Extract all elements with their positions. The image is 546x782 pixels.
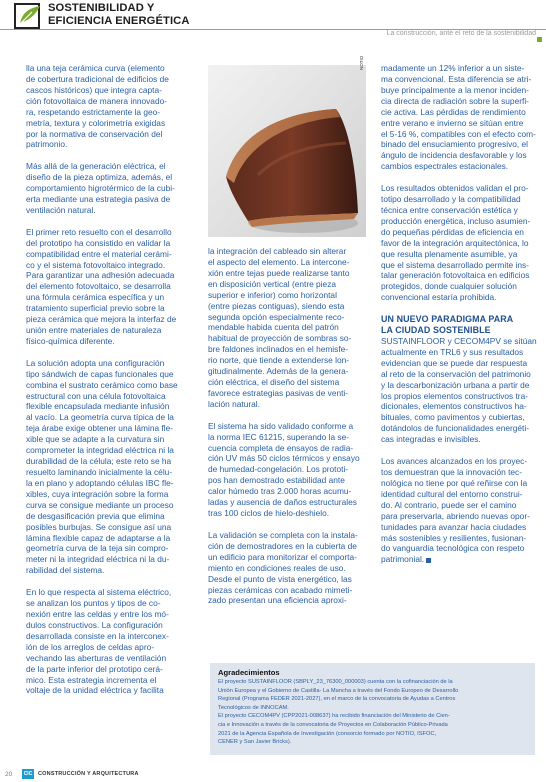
paragraph-line: durabilidad de la célula; este reto se ha [26, 456, 172, 467]
acknowledgement-line: CENER y San Javier Bricks). [218, 739, 292, 746]
paragraph-line: En lo que respecta al sistema eléctrico, [26, 587, 172, 598]
paragraph-line: la en plano y adoptando células IBC fle- [26, 477, 174, 488]
paragraph-line: cuencia completa de ensayos de radia- [208, 442, 354, 453]
paragraph-line: ción UV más 50 ciclos térmicos y ensayo [208, 453, 360, 464]
paragraph-line: dotándolos de funcionalidades energéti- [381, 423, 529, 434]
paragraph-line: pos han demostrado estabilidad ante [208, 475, 345, 486]
paragraph-line: buye principalmente a la menor inciden- [381, 84, 529, 95]
subheading [381, 314, 543, 336]
paragraph-line: posibles burbujas. Se consigue así una [26, 521, 172, 532]
paragraph-line: Más allá de la generación eléctrica, el [26, 161, 166, 172]
acknowledgement-line: Unión Europea y el Gobierno de Castilla- La Mancha a través del Fondo Europeo de Desarrollo [218, 687, 459, 694]
paragraph-line: lación natural. [208, 398, 260, 409]
paragraph-line: cie activa. Las pérdidas de rendimiento [381, 106, 526, 117]
paragraph-line: xibles, cuya integración sobre la forma [26, 488, 169, 499]
paragraph-line: Los avances alcanzados en los proyec- [381, 456, 528, 467]
paragraph-line: voltaje de la unidad eléctrica y facilita [26, 685, 164, 696]
paragraph-line: miento en condiciones reales de uso. [208, 562, 346, 573]
paragraph-line: El primer reto resuelto con el desarrollo [26, 226, 172, 237]
paragraph-line: cas integradas e invisibles. [381, 434, 481, 445]
paragraph-line: la integración del cableado sin alterar [208, 246, 347, 256]
paragraph-line: cascos históricos) que integra capta- [26, 84, 162, 95]
paragraph-line: calor húmedo tras 2.000 horas acumu- [208, 486, 352, 497]
paragraph-line: lla una teja cerámica curva (elemento [26, 63, 165, 73]
paragraph-line: talar generación fotovoltaica en edificios [381, 270, 530, 281]
paragraph-line: bre faldones inclinados en el hemisfe- [208, 344, 349, 355]
paragraph-line: de humedad-congelación. Los prototi- [208, 464, 349, 475]
paragraph-line: actualmente en TRL6 y sus resultados [381, 346, 524, 357]
paragraph-line: do. Al contrario, puede ser el camino [381, 499, 517, 510]
paragraph-line: para preservarla, abriendo nuevas opor- [381, 510, 530, 521]
paragraph-line: Para garantizar una adhesión adecuada [26, 270, 175, 281]
paragraph-line: erta mediante una estrategia pasiva de [26, 194, 171, 205]
paragraph-line: do pequeñas pérdidas de eficiencia en [381, 226, 524, 237]
column-3-body-a [381, 63, 543, 303]
paragraph-line: entre verano e invierno se sitúan entre [381, 117, 524, 128]
paragraph-line: madamente un 12% inferior a un siste- [381, 63, 525, 73]
paragraph-line: vechando las aberturas de ventilación [26, 652, 167, 663]
paragraph-line: resuelto laminando inicialmente la célu- [26, 467, 173, 478]
paragraph-line: ma convencional. Esta diferencia se atri- [381, 73, 532, 84]
section-title-line-2: EFICIENCIA ENERGÉTICA [48, 14, 190, 27]
paragraph-line: evidencian que se puede dar respuesta [381, 357, 528, 368]
paragraph-line: piezas cerámicas con acabado mimeti- [208, 584, 353, 595]
paragraph-line: xible que se adapte a la curvatura sin [26, 434, 165, 445]
paragraph-line: más sostenibles y resilientes, fusionan- [381, 532, 527, 543]
paragraph-line: nológica no tiene por qué reñirse con la [381, 477, 528, 488]
paragraph-line: que el sistema desarrollado permite ins- [381, 259, 529, 270]
paragraph-line: de cobertura tradicional de edificios de [26, 73, 169, 84]
paragraph-line: desarrollada consiste en la interconex- [26, 630, 169, 641]
paragraph-line: teja árabe exige obtener una lámina fle- [26, 423, 174, 434]
leaf-logo-icon [14, 2, 42, 30]
paragraph-line: producción energética, incluso asumien- [381, 215, 531, 226]
acknowledgements-content [218, 668, 536, 747]
paragraph-line: do vanguardia tecnológica con respeto [381, 543, 525, 554]
paragraph-line: al vacío. La geometría curva típica de la [26, 412, 174, 423]
paragraph-line: metría, textura y colorimetría exigidas [26, 117, 166, 128]
paragraph-line: y la descarbonización urbana a partir de [381, 379, 530, 390]
photo-credit: NOTIO [359, 55, 364, 70]
paragraph-line: combina el sustrato cerámico como base [26, 379, 178, 390]
paragraph-line: SUSTAINFLOOR y CECOM4PV se sitúan [381, 335, 537, 346]
paragraph-line: protegidos, donde cualquier solución [381, 281, 517, 292]
paragraph-line: lámina flexible capaz de adaptarse a la [26, 532, 171, 543]
paragraph-line: favorece estrategias pasivas de venti- [208, 387, 349, 398]
paragraph-line: comprometer la integridad eléctrica ni la [26, 445, 174, 456]
paragraph-line: del elemento fotovoltaico, se desarrolla [26, 281, 171, 292]
paragraph-line: mico. Esta estrategia incrementa el [26, 674, 157, 685]
article-column-2 [208, 246, 368, 606]
end-of-article-marker [426, 558, 431, 563]
paragraph-line: bituales, como pavimentos y cubiertas, [381, 412, 525, 423]
paragraph-line: El sistema ha sido validado conforme a [208, 420, 354, 431]
paragraph-line: flexible encapsulada mediante infusión [26, 401, 170, 412]
paragraph-line: una fórmula cerámica específica y un [26, 292, 165, 303]
paragraph-line: físico-química diferente. [26, 335, 115, 346]
paragraph-line: totipo desarrollado y la compatibilidad [381, 194, 521, 205]
paragraph-line: al reto de la conservación del patrimonio [381, 368, 531, 379]
acknowledgement-line: 2021 de la Agencia Española de Investigación (consorcio formado por NOTIO, ISFOC, [218, 730, 437, 737]
paragraph-line: La validación se completa con la instala- [208, 529, 358, 540]
paragraph-line: unión entre materiales de naturaleza [26, 325, 162, 336]
paragraph-line: ción fotovoltaica de manera innovado- [26, 95, 168, 106]
subheading-line-1: UN NUEVO PARADIGMA PARA [381, 314, 514, 325]
paragraph-line: pieza cerámica que mejora la interfaz de [26, 314, 177, 325]
paragraph-line: que resulta plenamente asumible, ya [381, 248, 518, 259]
article-column-3 [381, 63, 543, 565]
paragraph-line: del prototipo ha consistido en validar la [26, 237, 171, 248]
paragraph-line: tipo sándwich de capas funcionales que [26, 368, 174, 379]
paragraph-line: tos demuestran que la innovación tec- [381, 466, 523, 477]
paragraph-line: compatibilidad entre el material cerámi- [26, 248, 172, 259]
paragraph-line: tras 100 ciclos de hielo-deshielo. [208, 508, 330, 519]
green-square-marker [537, 37, 542, 42]
section-title [48, 2, 248, 27]
paragraph-line: de desgasificación previa que elimina [26, 510, 165, 521]
paragraph-line: ángulo de incidencia desfavorable y los [381, 150, 527, 161]
paragraph-line: rabilidad del sistema. [26, 565, 105, 576]
paragraph-line: meter ni la integridad eléctrica ni la du- [26, 554, 170, 565]
paragraph-line: dicionales, elementos constructivos ha- [381, 401, 527, 412]
page-number: 20 [5, 771, 13, 778]
paragraph-line: habitual de proyección de sombras so- [208, 333, 352, 344]
paragraph-line: identidad cultural del entorno construi- [381, 488, 523, 499]
paragraph-line: mendable habida cuenta del patrón [208, 322, 339, 333]
paragraph-line: xión entre tejas puede realizarse tanto [208, 267, 350, 278]
acknowledgement-line: cia e Innovación a través de la convocatoria de Proyectos en Colaboración Público-Privada [218, 721, 448, 728]
paragraph-line: nexión entre las celdas y entre los mó- [26, 608, 169, 619]
acknowledgement-line: Regional (Programa FEDER 2021-2027), en el marco de la convocatoria de Ayudas a Centros [218, 696, 456, 703]
paragraph-line: curva se consigue mediante un proceso [26, 499, 174, 510]
column-3-body-b [381, 336, 543, 565]
article-column-1 [26, 63, 196, 696]
paragraph-line: los propios elementos constructivos tra- [381, 390, 529, 401]
paragraph-line: dulos constructivos. La configuración [26, 619, 163, 630]
paragraph-line: técnica entre conservación estética y [381, 204, 518, 215]
paragraph-line: ventilación natural. [26, 204, 96, 215]
paragraph-line: geometría curva de la teja sin compro- [26, 543, 169, 554]
paragraph-line: convencional estaría prohibida. [381, 292, 497, 303]
paragraph-line: favor de la integración arquitectónica, lo [381, 237, 529, 248]
acknowledgement-line: El proyecto CECOM4PV (CPP2021-008637) ha recibido financiación del Ministerio de Cien- [218, 713, 450, 720]
paragraph-line: rio norte, que tiende a extenderse lon- [208, 355, 350, 366]
paragraph-line: cambios espectrales estacionales. [381, 161, 509, 172]
paragraph-line: cia directa de radiación sobre la superfi- [381, 95, 529, 106]
paragraph-line: en disposición vertical (entre pieza [208, 278, 337, 289]
paragraph-line: ra, respetando estrictamente la geo- [26, 106, 161, 117]
paragraph-line: diseño de la pieza optimiza, además, el [26, 172, 173, 183]
paragraph-line: tratamiento superficial previo sobre la [26, 303, 165, 314]
paragraph-line: Los resultados obtenidos validan el pro- [381, 183, 529, 194]
paragraph-line: ción de demostradores en la cubierta de [208, 540, 357, 551]
paragraph-line: de la parte inferior del prototipo cerá- [26, 663, 163, 674]
ceramic-tile-photo [208, 65, 366, 237]
acknowledgement-line: El proyecto SUSTAINFLOOR (SBPLY_23_76300_000003) cuenta con la cofinanciación de la [218, 679, 453, 685]
paragraph-line: comportamiento higrotérmico de la cubi- [26, 183, 175, 194]
acknowledgements-title: Agradecimientos [218, 668, 280, 677]
paragraph-line: tunidades para avanzar hacia ciudades [381, 521, 527, 532]
paragraph-line: patrimonial. [381, 554, 543, 565]
paragraph-line: el 5-16 %, compatibles con el efecto com- [381, 128, 536, 139]
cic-logo: CIC [23, 771, 33, 777]
paragraph-line: ladas y ausencia de daños estructurales [208, 497, 357, 508]
paragraph-line: estructural con una célula fotovoltaica [26, 390, 166, 401]
acknowledgement-line: Tecnológicos de INNOCAM. [218, 704, 289, 711]
paragraph-line: la norma IEC 61215, superando la se- [208, 431, 350, 442]
paragraph-line: binado del ensuciamiento progresivo, el [381, 139, 529, 150]
section-title-line-1: SOSTENIBILIDAD Y [48, 2, 155, 14]
paragraph-line: (entre piezas contiguas), siendo esta [208, 300, 345, 311]
paragraph-line: un edificio para monitorizar el comporta- [208, 551, 357, 562]
paragraph-line: ción eléctrica, el diseño del sistema [208, 377, 340, 388]
paragraph-line: el aspecto del elemento. La intercone- [208, 256, 350, 267]
paragraph-line: patrimonio. [26, 139, 68, 150]
paragraph-line: co y el sistema fotovoltaico integrado. [26, 259, 166, 270]
paragraph-line: se analizan los puntos y tipos de co- [26, 598, 161, 609]
subheading-line-2: LA CIUDAD SOSTENIBLE [381, 325, 491, 336]
paragraph-line: por la normativa de conservación del [26, 128, 163, 139]
paragraph-line: segunda opción especialmente reco- [208, 311, 345, 322]
paragraph-line: zado presentan una eficiencia aproxi- [208, 595, 347, 606]
paragraph-line: Desde el punto de vista energético, las [208, 573, 352, 584]
paragraph-line: superior e inferior) como horizontal [208, 289, 337, 300]
publication-name: CONSTRUCCIÓN Y ARQUITECTURA [38, 771, 139, 777]
paragraph-line: La solución adopta una configuración [26, 357, 165, 368]
paragraph-line: gitudinalmente. Además de la genera- [208, 366, 349, 377]
paragraph-line: ión de los arreglos de celdas apro- [26, 641, 155, 652]
acknowledgements-body [218, 678, 536, 747]
section-tagline: La construcción, ante el reto de la sostenibilidad [386, 30, 536, 37]
